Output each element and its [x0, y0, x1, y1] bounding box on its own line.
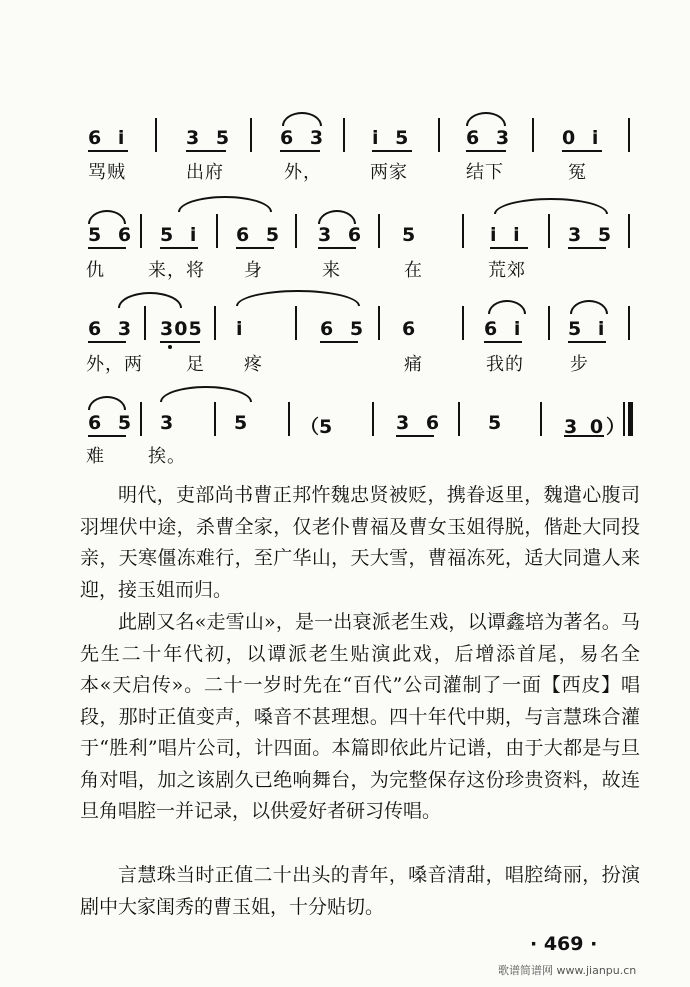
- body-paragraph-performer: 言慧珠当时正值二十出头的青年，嗓音清甜，唱腔绮丽，扮演剧中大家闺秀的曹玉姐，十分贴切。: [80, 864, 640, 918]
- bar-line: [532, 118, 534, 152]
- slur-arc: [160, 386, 252, 402]
- bar-line: [548, 306, 550, 340]
- note-group: 0 i: [562, 127, 604, 149]
- body-paragraph-plot: 明代，吏部尚书曹正邦忤魏忠贤被贬，携眷返里，魏遣心腹司羽埋伏中途，杀曹全家，仅老仆曹福及曹女玉姐得脱，偕赴大同投亲，天寒僵冻难行，至广华山，天大雪，曹福冻死，适大同遣人来迎，接玉姐而归。: [80, 484, 640, 601]
- lyric-text: 骂贼: [88, 162, 126, 183]
- underline-beat: [564, 435, 604, 437]
- underline-beat: [88, 341, 126, 343]
- bar-line: [155, 118, 157, 152]
- underline-beat: [396, 435, 434, 437]
- slur-arc: [494, 198, 608, 214]
- lyric-text: 荒郊: [488, 260, 526, 281]
- bar-line: [438, 118, 440, 152]
- lyric-text: 疼: [244, 354, 263, 375]
- lyric-text: 步: [570, 354, 589, 375]
- bar-line: [372, 402, 374, 436]
- bar-line: [378, 306, 380, 340]
- underline-beat: [88, 247, 126, 249]
- bar-line: [548, 214, 550, 248]
- lyric-text: 两家: [370, 162, 408, 183]
- note-group: 5 6: [88, 224, 137, 246]
- slur-arc: [282, 112, 322, 126]
- underline-beat: [88, 435, 126, 437]
- lyric-text: 冤: [568, 162, 587, 183]
- lyric-text: 来，将: [148, 260, 205, 281]
- slur-arc: [88, 210, 126, 224]
- underline-beat: [490, 247, 528, 249]
- underline-beat: [88, 150, 128, 152]
- note-group: 6: [402, 318, 421, 340]
- bar-line: [295, 214, 297, 248]
- lyric-text: 挨。: [148, 446, 186, 467]
- bar-line: [295, 306, 297, 340]
- underline-beat: [236, 247, 274, 249]
- slur-arc: [318, 210, 356, 224]
- bar-line: [628, 214, 630, 248]
- underline-beat: [568, 341, 606, 343]
- page-number: · 469 ·: [530, 933, 598, 955]
- bar-line: [378, 214, 380, 248]
- lyric-text: 在: [404, 260, 423, 281]
- lyric-text: 身: [244, 260, 263, 281]
- bar-line: [462, 214, 464, 248]
- lyric-text: 结下: [466, 162, 504, 183]
- lyric-text: 来: [322, 260, 341, 281]
- note-group: （5: [300, 416, 333, 438]
- note-group: 3 5: [568, 224, 617, 246]
- slur-arc: [118, 292, 182, 308]
- note-group: 5 i: [160, 224, 202, 246]
- bar-line: [540, 402, 542, 436]
- underline-beat: [280, 150, 320, 152]
- lyric-text: 外，: [284, 162, 322, 183]
- note-group: 3 5: [186, 127, 235, 149]
- note-group: 5: [488, 412, 507, 434]
- note-group: 6 3: [88, 318, 137, 340]
- bar-line: [462, 306, 464, 340]
- lyric-text: 难: [86, 446, 105, 467]
- bar-line: [288, 402, 290, 436]
- body-paragraph-history: 此剧又名«走雪山»，是一出衰派老生戏，以谭鑫培为著名。马先生二十年代初，以谭派老生贴演此戏，后增添首尾，易名全本«天启传»。二十一岁时先在“百代”公司灌制了一面【西皮】唱段，那时正值变声，嗓音不甚理想。四十年代中期，与言慧珠合灌于“胜利”唱片公司，计四面。本篇即依此片记谱，由于大都是与旦角对唱，加之该剧久已绝响舞台，为完整保存这份珍贵资料，故连旦角唱腔一并记录，以供爱好者研习传唱。: [80, 611, 640, 822]
- slur-arc: [466, 112, 506, 126]
- bar-line: [458, 402, 460, 436]
- bar-line: [628, 118, 630, 152]
- underline-beat: [186, 150, 226, 152]
- underline-beat: [160, 341, 200, 343]
- note-group: 3 6: [318, 224, 367, 246]
- note-group: 5: [402, 224, 421, 246]
- slur-arc: [488, 300, 526, 314]
- underline-beat: [318, 247, 356, 249]
- note-group: 305: [160, 318, 203, 340]
- note-group: 6 i: [88, 127, 130, 149]
- note-group: 3 0）: [564, 416, 629, 438]
- note-dot: [168, 345, 172, 349]
- note-group: 3 6: [396, 412, 445, 434]
- lyric-text: 出府: [186, 162, 224, 183]
- underline-beat: [160, 247, 198, 249]
- bar-line: [343, 118, 345, 152]
- lyric-text: 仇: [86, 260, 105, 281]
- bar-line: [144, 306, 146, 340]
- underline-beat: [466, 150, 506, 152]
- slur-arc: [570, 300, 608, 314]
- lyric-text: 外，两: [86, 354, 143, 375]
- note-group: 6 5: [236, 224, 285, 246]
- bar-line: [140, 402, 142, 436]
- slur-arc: [178, 196, 272, 212]
- slur-arc: [88, 396, 126, 410]
- bar-line: [140, 214, 142, 248]
- note-group: i 5: [372, 127, 414, 149]
- underline-beat: [320, 341, 358, 343]
- notation-score: [0, 0, 690, 480]
- bar-line: [216, 214, 218, 248]
- note-group: 5: [234, 412, 253, 434]
- bar-line: [250, 118, 252, 152]
- lyric-text: 足: [186, 354, 205, 375]
- note-group: 6 3: [280, 127, 329, 149]
- note-group: 5 i: [568, 318, 610, 340]
- watermark-text: 歌谱简谱网 www.jianpu.cn: [498, 964, 637, 977]
- underline-beat: [562, 150, 602, 152]
- bar-line: [214, 402, 216, 436]
- note-group: i i: [490, 224, 525, 246]
- bar-line: [628, 306, 630, 340]
- underline-beat: [568, 247, 606, 249]
- bar-line: [214, 306, 216, 340]
- note-group: 6 5: [88, 412, 137, 434]
- note-group: 6 3: [466, 127, 515, 149]
- bar-line: [623, 402, 625, 436]
- note-group: i: [236, 318, 248, 340]
- final-bar-line: [628, 402, 633, 436]
- slur-arc: [236, 290, 360, 306]
- lyric-text: 痛: [404, 354, 423, 375]
- underline-beat: [484, 341, 522, 343]
- note-group: 6 5: [320, 318, 369, 340]
- underline-beat: [372, 150, 412, 152]
- note-group: 6 i: [484, 318, 526, 340]
- lyric-text: 我的: [486, 354, 524, 375]
- note-group: 3: [160, 412, 179, 434]
